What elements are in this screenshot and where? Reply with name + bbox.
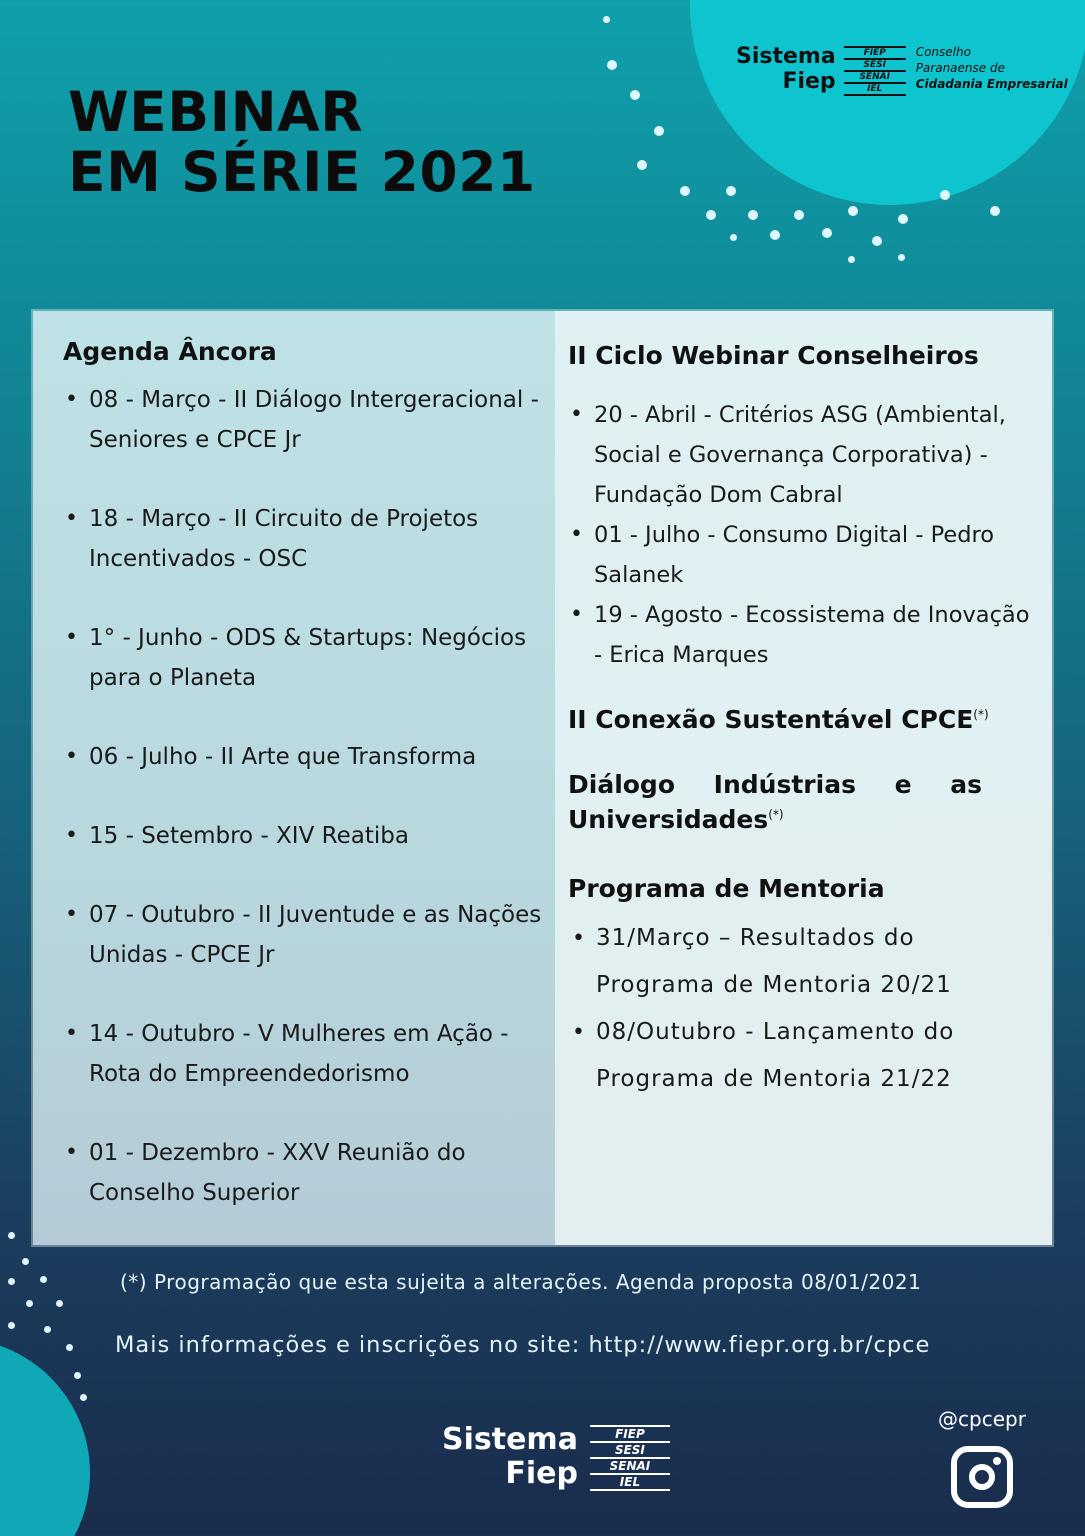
- instagram-flash: [993, 1457, 1001, 1465]
- brand-stack-iel: IEL: [590, 1473, 670, 1491]
- list-item: • 01 - Julho - Consumo Digital - Pedro Salanek: [568, 515, 1032, 595]
- brand-stack-bottom: [590, 1425, 670, 1491]
- conexao-heading: [568, 705, 1032, 734]
- brand-word-sistema: Sistema: [736, 44, 836, 69]
- brand-stack-senai: SENAI: [590, 1457, 670, 1473]
- conexao-asterisk: (*): [973, 707, 989, 722]
- conexao-heading-text: II Conexão Sustentável CPCE: [568, 705, 974, 734]
- brand-word-fiep: Fiep: [782, 69, 836, 94]
- list-item: • 15 - Setembro - XIV Reatiba: [63, 816, 555, 856]
- more-info-text: Mais informações e inscrições no site: http://www.fiepr.org.br/cpce: [115, 1332, 931, 1358]
- list-item: • 20 - Abril - Critérios ASG (Ambiental, Social e Governança Corporativa) - Fundação Dom Cabral: [568, 395, 1032, 515]
- dialogo-heading: [568, 770, 1032, 834]
- list-item: • 31/Março – Resultados do Programa de Mentoria 20/21: [570, 915, 1032, 1009]
- council-line-2: Paranaense de: [915, 61, 1005, 75]
- brand-stack: [844, 46, 906, 96]
- schedule-panel: [33, 311, 1052, 1245]
- brand-wordmark-bottom: [442, 1423, 578, 1491]
- instagram-lens: [969, 1464, 995, 1490]
- list-item: • 08 - Março - II Diálogo Intergeracional - Seniores e CPCE Jr: [63, 380, 555, 460]
- disclaimer-note: (*) Programação que esta sujeita a alterações. Agenda proposta 08/01/2021: [120, 1270, 922, 1294]
- brand-stack-sesi: SESI: [590, 1441, 670, 1457]
- mentoria-heading: Programa de Mentoria: [568, 874, 885, 903]
- dialogo-line-2-text: Universidades: [568, 805, 769, 834]
- list-item: • 14 - Outubro - V Mulheres em Ação - Rota do Empreendedorismo: [63, 1014, 555, 1094]
- list-item: • 1° - Junho - ODS & Startups: Negócios para o Planeta: [63, 618, 555, 698]
- title-line-2: EM SÉRIE 2021: [68, 140, 536, 204]
- list-item: • 01 - Dezembro - XXV Reunião do Conselho Superior: [63, 1133, 555, 1213]
- dialogo-word: Diálogo: [568, 770, 676, 799]
- ciclo-heading: II Ciclo Webinar Conselheiros: [568, 341, 979, 370]
- dialogo-word: Indústrias: [713, 770, 856, 799]
- decorative-circle-bottom: [0, 1338, 90, 1536]
- council-line-1: Conselho: [915, 45, 971, 59]
- brand-stack-fiep: FIEP: [590, 1425, 670, 1441]
- dialogo-word: as: [950, 770, 982, 799]
- instagram-icon[interactable]: [951, 1446, 1013, 1508]
- agenda-ancora-heading: Agenda Âncora: [63, 337, 277, 366]
- brand-word-sistema: Sistema: [442, 1422, 578, 1457]
- list-item: • 06 - Julho - II Arte que Transforma: [63, 737, 555, 777]
- dialogo-heading-line-2: [568, 805, 1032, 834]
- instagram-handle[interactable]: @cpcepr: [938, 1407, 1026, 1431]
- dialogo-word: e: [894, 770, 912, 799]
- brand-stack-fiep: FIEP: [844, 46, 906, 58]
- list-item: • 19 - Agosto - Ecossistema de Inovação - Erica Marques: [568, 595, 1032, 675]
- brand-stack-senai: SENAI: [844, 70, 906, 82]
- sistema-fiep-logo-top: [736, 44, 1068, 96]
- list-item: • 07 - Outubro - II Juventude e as Nações Unidas - CPCE Jr: [63, 895, 555, 975]
- ciclo-list: [568, 395, 1032, 675]
- sistema-fiep-logo-bottom: [442, 1423, 670, 1491]
- title-line-1: WEBINAR: [68, 80, 364, 144]
- dialogo-asterisk: (*): [768, 807, 784, 822]
- dialogo-heading-line-1: [568, 770, 982, 799]
- brand-wordmark: [736, 44, 836, 94]
- brand-stack-iel: IEL: [844, 82, 906, 96]
- agenda-ancora-list: [63, 380, 555, 1213]
- council-line-3: Cidadania Empresarial: [915, 77, 1068, 91]
- council-name: [916, 44, 1068, 92]
- mentoria-list: [568, 915, 1032, 1103]
- brand-word-fiep: Fiep: [505, 1456, 578, 1491]
- list-item: • 08/Outubro - Lançamento do Programa de Mentoria 21/22: [570, 1009, 1032, 1103]
- webinar-conselheiros-column: [555, 311, 1052, 1245]
- brand-stack-sesi: SESI: [844, 58, 906, 70]
- page-title: [68, 82, 536, 202]
- agenda-ancora-column: [33, 311, 555, 1245]
- list-item: • 18 - Março - II Circuito de Projetos Incentivados - OSC: [63, 499, 555, 579]
- decorative-circle-top: [690, 0, 1085, 205]
